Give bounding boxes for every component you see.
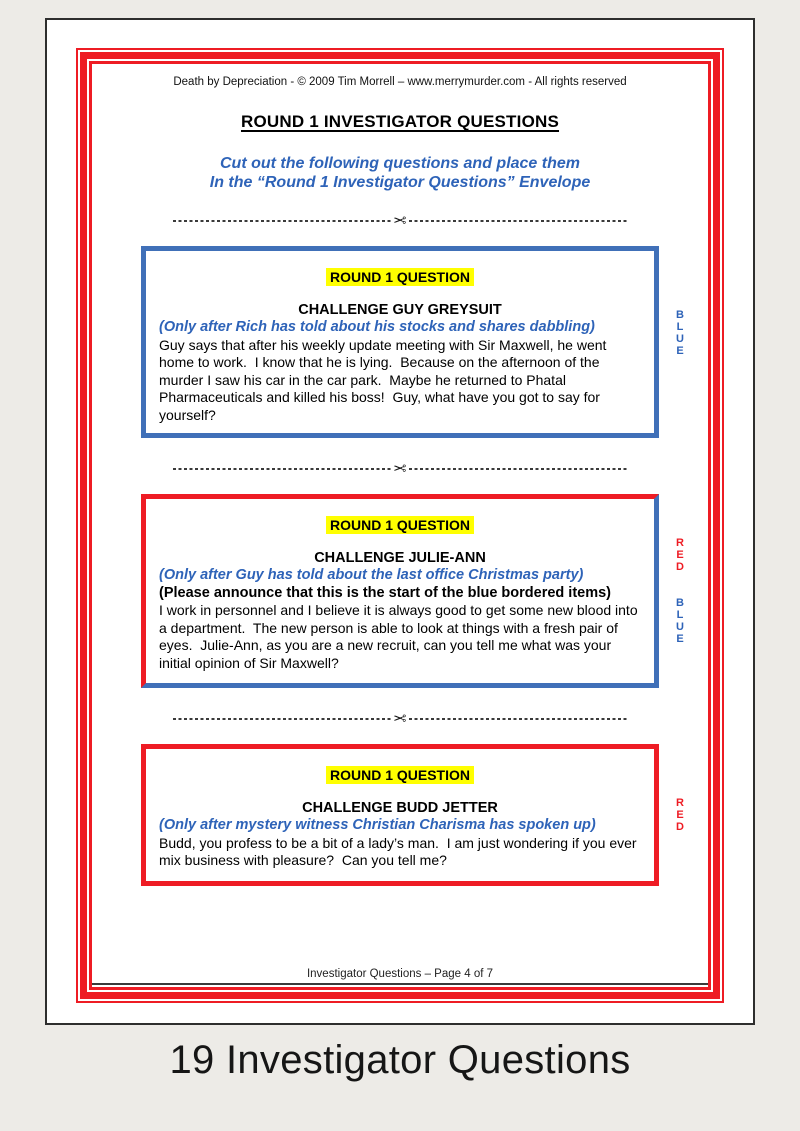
badge-row xyxy=(159,766,641,785)
badge-row xyxy=(159,516,641,535)
side-label-red: RED xyxy=(674,797,686,833)
dashed-rule xyxy=(173,220,391,222)
card-body-text: Budd, you profess to be a bit of a lady’s man. I am just wondering if you ever mix business with pleasure? Can you tell me? xyxy=(159,834,641,869)
cut-out-instructions xyxy=(92,154,708,192)
copyright-line: Death by Depreciation - © 2009 Tim Morrell – www.merrymurder.com - All rights reserved xyxy=(173,76,627,88)
decorative-red-frame xyxy=(89,61,711,990)
cut-line xyxy=(173,212,627,230)
image-caption: 19 Investigator Questions xyxy=(169,1038,631,1082)
badge-row xyxy=(159,268,641,287)
dashed-rule xyxy=(173,718,391,720)
question-card-guy-greysuit xyxy=(141,246,686,438)
card-heading: CHALLENGE BUDD JETTER xyxy=(302,800,498,816)
card-body-text: I work in personnel and I believe it is always good to get some new blood into a department. The new person is able to look at things with a fresh pair of eyes. Julie-Ann, as you are a new recruit, can you tell me what was your initial opinion of Sir Maxwell? xyxy=(159,602,642,671)
dashed-rule xyxy=(409,718,627,720)
dashed-rule xyxy=(173,468,391,470)
question-card-budd-jetter xyxy=(141,744,686,886)
side-label-red: RED xyxy=(674,537,686,573)
scissors-icon: ✂ xyxy=(393,211,407,230)
dashed-rule xyxy=(409,220,627,222)
page-title: ROUND 1 INVESTIGATOR QUESTIONS xyxy=(240,112,560,131)
page-footer: Investigator Questions – Page 4 of 7 xyxy=(92,968,708,985)
dashed-rule xyxy=(409,468,627,470)
side-label-blue: BLUE xyxy=(674,309,686,357)
instructions-line-2: In the “Round 1 Investigator Questions” Envelope xyxy=(209,174,591,191)
side-label-blue: BLUE xyxy=(674,597,686,645)
question-card-julie-ann xyxy=(141,494,686,688)
condition-line: (Only after Rich has told about his stocks and shares dabbling) xyxy=(159,319,595,335)
card-body-text: Guy says that after his weekly update meeting with Sir Maxwell, he went home to work. I know that he is lying. Because on the afternoon of the murder I saw his car in the car park. Maybe he returned to Phatal Pharmaceuticals and killed his boss! Guy, what have you got to say for yourself? xyxy=(159,336,611,423)
scissors-icon: ✂ xyxy=(393,459,407,478)
page-content xyxy=(92,64,708,987)
card-heading: CHALLENGE JULIE-ANN xyxy=(314,550,486,566)
document-page xyxy=(45,18,755,1025)
round-badge: ROUND 1 QUESTION xyxy=(326,516,474,534)
cut-line xyxy=(173,710,627,728)
announcement-line: (Please announce that this is the start of the blue bordered items) xyxy=(159,584,611,601)
instructions-line-1: Cut out the following questions and place them xyxy=(220,155,580,172)
round-badge: ROUND 1 QUESTION xyxy=(326,766,474,784)
condition-line: (Only after mystery witness Christian Charisma has spoken up) xyxy=(159,817,596,833)
condition-line: (Only after Guy has told about the last office Christmas party) xyxy=(159,567,584,583)
scissors-icon: ✂ xyxy=(393,709,407,728)
round-badge: ROUND 1 QUESTION xyxy=(326,268,474,286)
cut-line xyxy=(173,460,627,478)
card-heading: CHALLENGE GUY GREYSUIT xyxy=(298,302,502,318)
